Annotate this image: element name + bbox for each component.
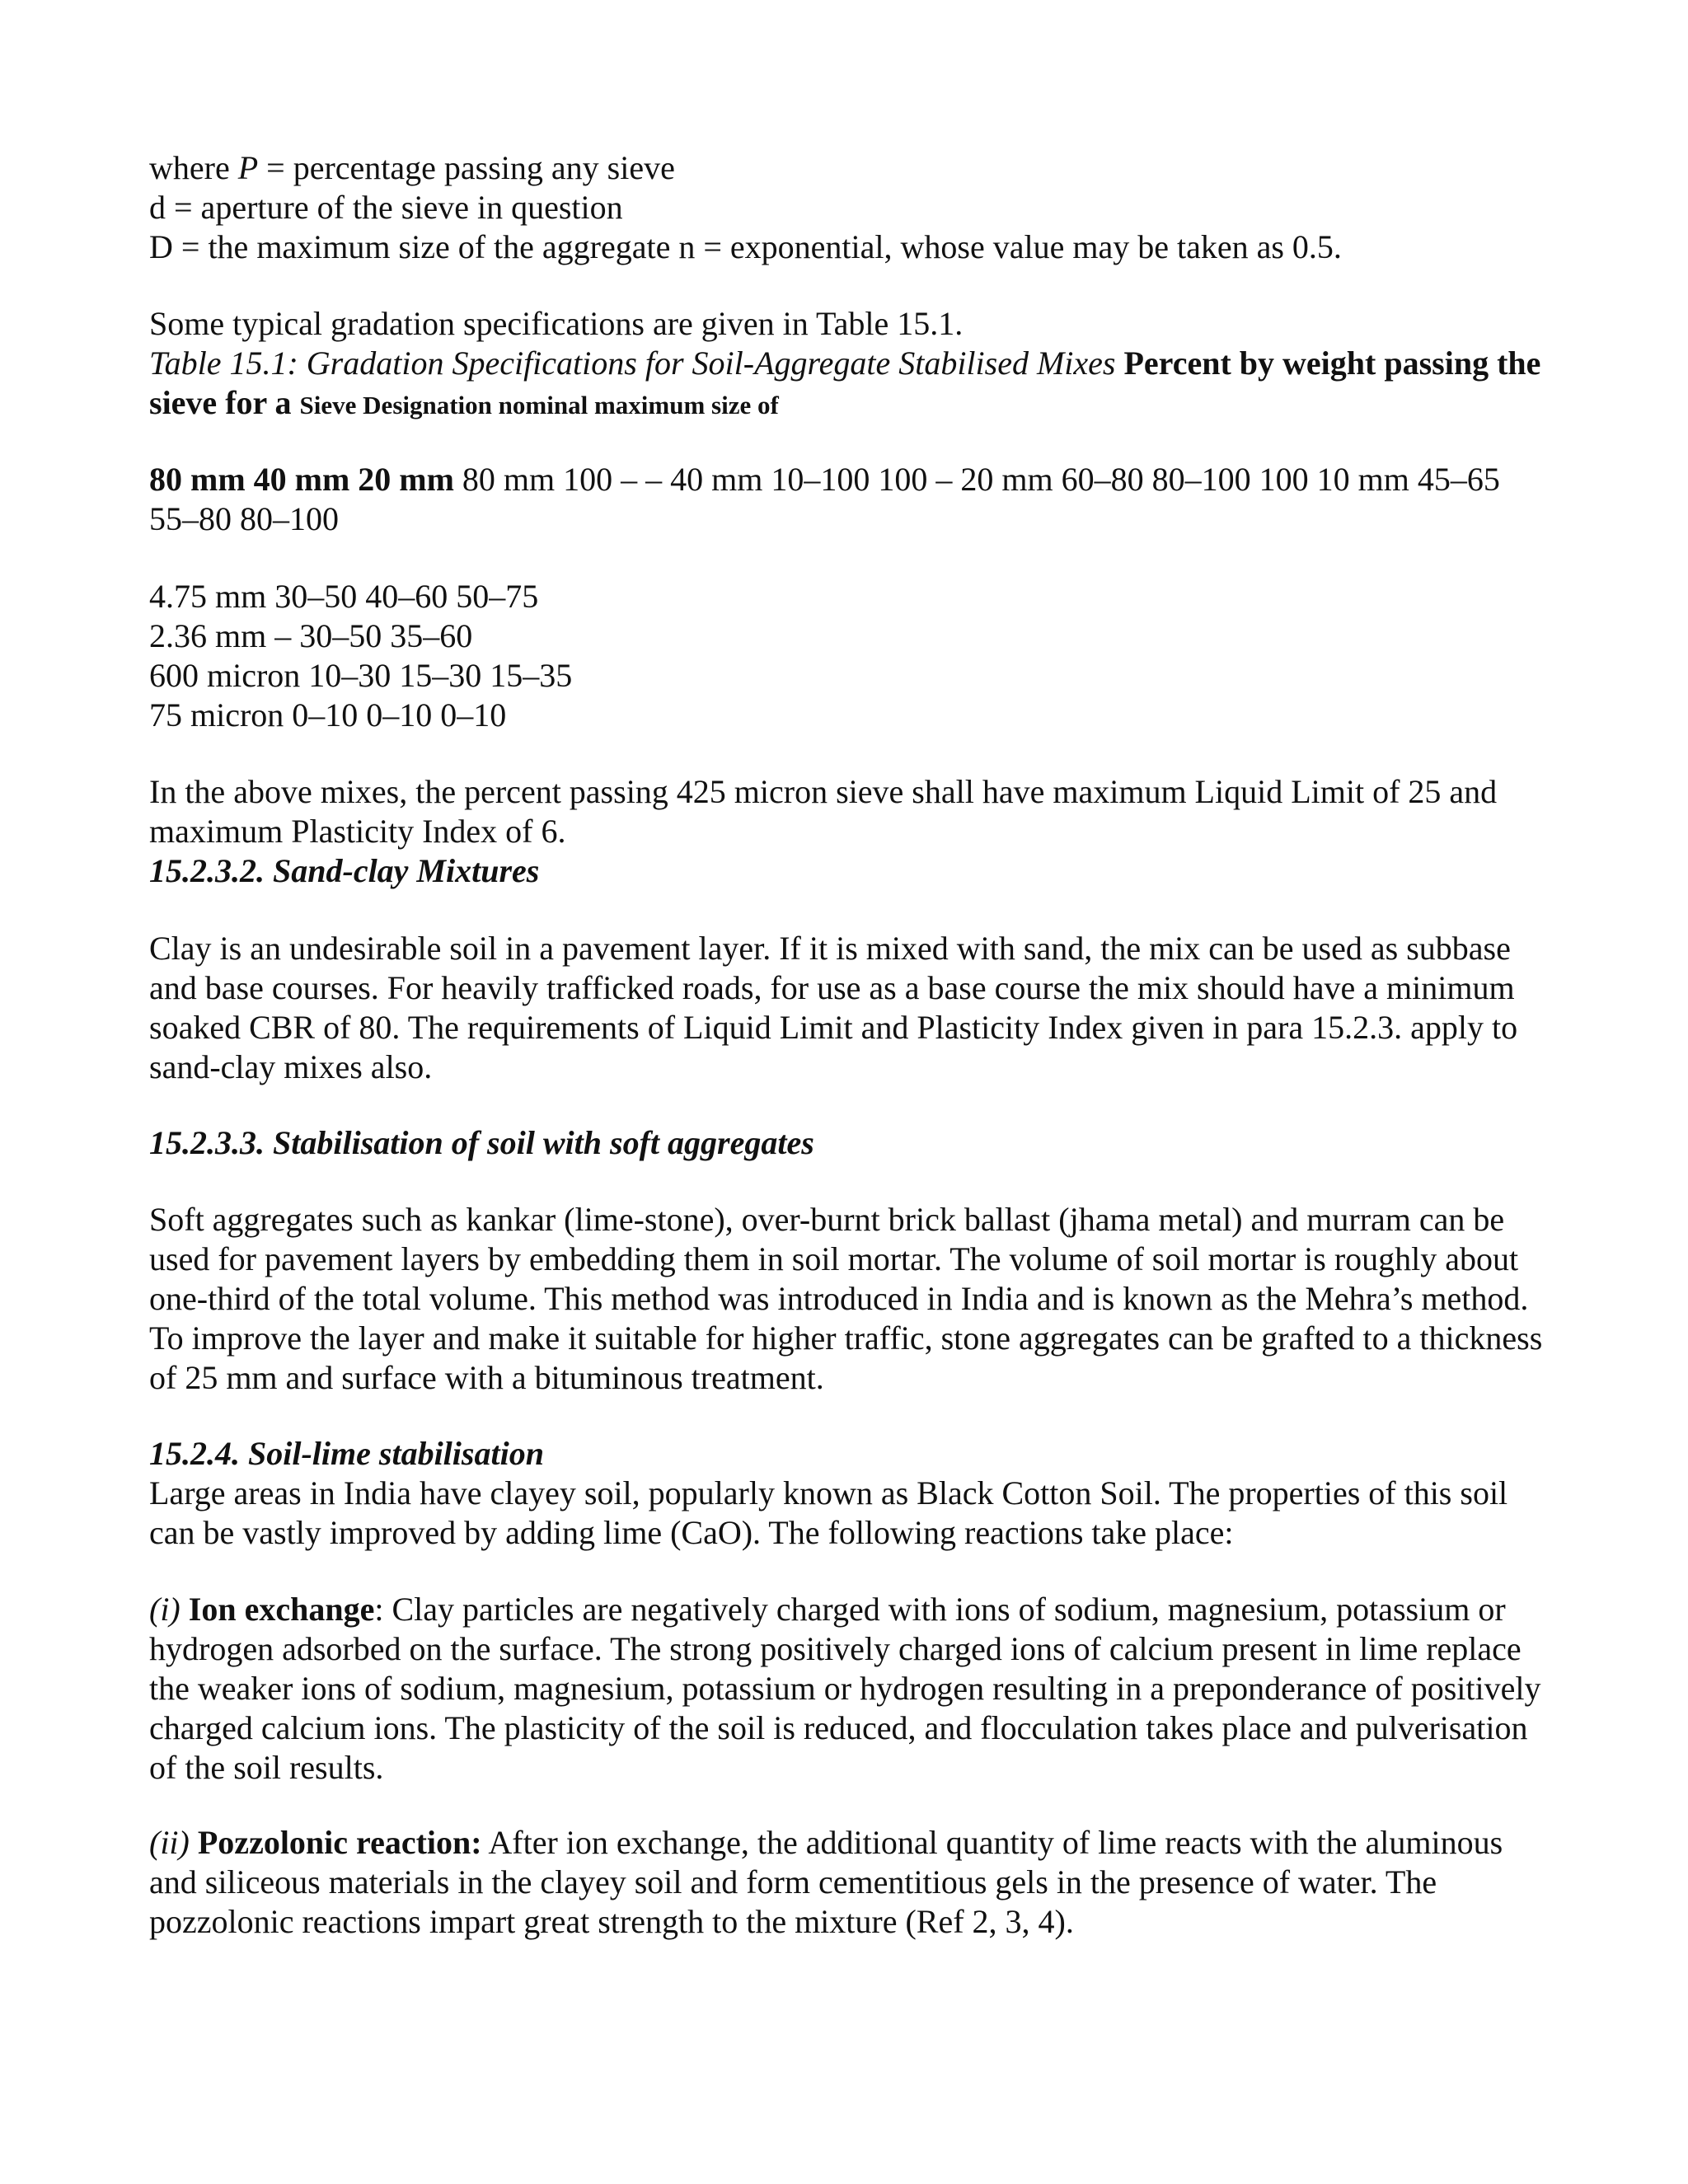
ion-exchange-item — [149, 1590, 1550, 1788]
table-row: 2.36 mm – 30–50 35–60 — [149, 617, 473, 654]
table-body-block — [149, 460, 1550, 539]
definition-D-n: D = the maximum size of the aggregate n = exponential, whose value may be taken as 0.5. — [149, 228, 1342, 265]
soil-lime-body: Large areas in India have clayey soil, popularly known as Black Cotton Soil. The properties of this soil can be vastly improved by adding lime (CaO). The following reactions take place: — [149, 1474, 1508, 1551]
table-rows-line2: 55–80 80–100 — [149, 500, 339, 537]
table-rows-line1: 80 mm 100 – – 40 mm 10–100 100 – 20 mm 60–80 80–100 100 10 mm 45–65 — [453, 461, 1500, 498]
table-row: 4.75 mm 30–50 40–60 50–75 — [149, 578, 539, 615]
soft-aggregates-body: Soft aggregates such as kankar (lime-stone), over-burnt brick ballast (jhama metal) and murram can be used for pavement layers by embedding them in soil mortar. The volume of soil mortar is roughly about one-third of the total volume. This method was introduced in India and is known as the Mehra’s method. To improve the layer and make it suitable for higher traffic, stone aggregates can be grafted to a thickness of 25 mm and surface with a bituminous treatment. — [149, 1201, 1543, 1396]
definition-p-text: = percentage passing any sieve — [258, 149, 675, 186]
pozzolonic-title: Pozzolonic reaction: — [197, 1824, 482, 1861]
table-header-bold: Percent by weight passing the sieve for a — [149, 344, 1541, 421]
table-caption: Table 15.1: Gradation Specifications for Soil-Aggregate Stabilised Mixes — [149, 344, 1116, 382]
table-caption-line — [149, 344, 1550, 425]
soil-lime-section — [149, 1434, 1550, 1553]
item-number: (i) — [149, 1591, 181, 1628]
definition-d: d = aperture of the sieve in question — [149, 189, 623, 226]
table-note-block — [149, 772, 1550, 891]
pozzolonic-item — [149, 1823, 1550, 1942]
table-note: In the above mixes, the percent passing 425 micron sieve shall have maximum Liquid Limit of 25 and maximum Plasticity Index of 6. — [149, 773, 1498, 850]
soft-aggregates-heading-block — [149, 1123, 1550, 1163]
table-row: 75 micron 0–10 0–10 0–10 — [149, 696, 507, 733]
soft-aggregates-section — [149, 1200, 1550, 1398]
table-size-row — [149, 460, 1550, 499]
definitions-block — [149, 148, 1550, 267]
table-intro-text: Some typical gradation specifications are given in Table 15.1. — [149, 305, 964, 342]
sand-clay-section — [149, 929, 1550, 1087]
ion-exchange-paragraph — [149, 1590, 1550, 1788]
item-number: (ii) — [149, 1824, 190, 1861]
table-size-headers: 80 mm 40 mm 20 mm — [149, 461, 454, 498]
heading-soft-aggregates: 15.2.3.3. Stabilisation of soil with soft aggregates — [149, 1124, 814, 1161]
heading-soil-lime: 15.2.4. Soil-lime stabilisation — [149, 1435, 544, 1472]
definition-p-prefix: where — [149, 149, 238, 186]
sand-clay-body: Clay is an undesirable soil in a pavement layer. If it is mixed with sand, the mix can be used as subbase and base courses. For heavily trafficked roads, for use as a base course the mix should have a minimum soaked CBR of 80. The requirements of Liquid Limit and Plasticity Index given in para 15.2.3. apply to sand-clay mixes also. — [149, 930, 1518, 1085]
table-intro-block — [149, 304, 1550, 425]
ion-exchange-title: Ion exchange — [188, 1591, 375, 1628]
table-rows-block — [149, 577, 1550, 735]
pozzolonic-paragraph — [149, 1823, 1550, 1942]
definition-p-variable: P — [237, 149, 259, 186]
table-header-small: Sieve Designation nominal maximum size of — [299, 391, 779, 419]
ion-exchange-body: : Clay particles are negatively charged with ions of sodium, magnesium, potassium or hydrogen adsorbed on the surface. The strong positively charged ions of calcium present in lime replace the weaker ions of sodium, magnesium, potassium or hydrogen resulting in a preponderance of positively charged calcium ions. The plasticity of the soil is reduced, and flocculation takes place and pulverisation of the soil results. — [149, 1591, 1541, 1786]
heading-sand-clay: 15.2.3.2. Sand-clay Mixtures — [149, 852, 540, 889]
table-row: 600 micron 10–30 15–30 15–35 — [149, 657, 573, 694]
pozzolonic-body: After ion exchange, the additional quantity of lime reacts with the aluminous and siliceous materials in the clayey soil and form cementitious gels in the presence of water. The pozzolonic reactions impart great strength to the mixture (Ref 2, 3, 4). — [149, 1824, 1503, 1940]
definition-p — [149, 148, 1550, 188]
